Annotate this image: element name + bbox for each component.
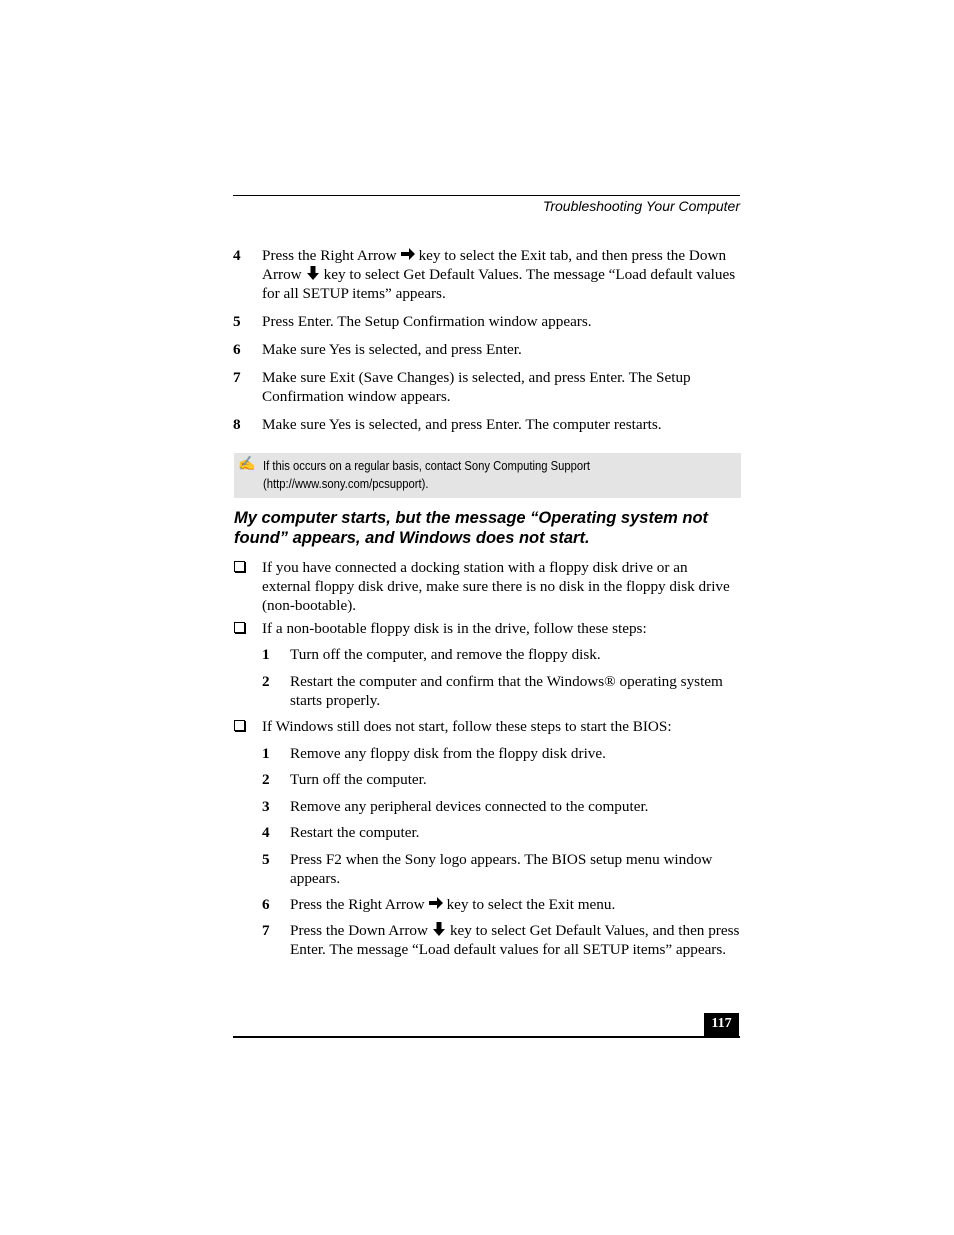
pencil-note-icon: ✍ <box>238 457 256 472</box>
note-text: If this occurs on a regular basis, contact Sony Computing Support (http://www.sony.com/pcsupport). <box>263 459 591 491</box>
checkbox-bullet-icon <box>234 622 245 633</box>
bullet-text: If you have connected a docking station with a floppy disk drive or an external floppy disk drive, make sure there is no disk in the floppy disk drive (non-bootable). <box>262 559 730 614</box>
sub-step <box>262 770 742 789</box>
step-number: 6 <box>233 341 241 358</box>
checkbox-bullet-icon <box>234 720 245 731</box>
header-rule <box>233 195 740 196</box>
step-text: Restart the computer and confirm that the Windows® operating system starts properly. <box>290 673 723 709</box>
sub-step <box>262 850 742 888</box>
step-number: 1 <box>262 646 270 663</box>
step-text: Turn off the computer, and remove the floppy disk. <box>290 646 601 663</box>
sub-step <box>262 921 742 959</box>
sub-step <box>262 895 742 914</box>
step-text: Press F2 when the Sony logo appears. The BIOS setup menu window appears. <box>290 851 713 887</box>
down-arrow-icon <box>431 922 447 936</box>
step-text: Remove any floppy disk from the floppy disk drive. <box>290 745 606 762</box>
step-text: Make sure Yes is selected, and press Enter. The computer restarts. <box>262 416 662 433</box>
section-heading: My computer starts, but the message “Operating system not found” appears, and Windows does not start. <box>234 509 709 547</box>
step-number: 7 <box>262 922 270 939</box>
step-number: 2 <box>262 673 270 690</box>
page-number: 117 <box>704 1013 739 1037</box>
bullet-text: If a non-bootable floppy disk is in the drive, follow these steps: <box>262 620 647 637</box>
right-arrow-icon <box>400 247 416 261</box>
step-8 <box>233 415 740 434</box>
step-text: Make sure Exit (Save Changes) is selected, and press Enter. The Setup Confirmation window appears. <box>262 369 691 405</box>
step-text: Press the Down Arrow key to select Get Default Values, and then press Enter. The message “Load default values for all SETUP items” appears. <box>290 922 740 958</box>
running-header: Troubleshooting Your Computer <box>542 198 740 214</box>
sub-step <box>262 672 742 710</box>
step-text: Make sure Yes is selected, and press Enter. <box>262 341 522 358</box>
bullet-text: If Windows still does not start, follow these steps to start the BIOS: <box>262 718 672 735</box>
step-number: 5 <box>233 313 241 330</box>
checkbox-bullet-icon <box>234 561 245 572</box>
footer-rule <box>233 1036 740 1038</box>
sub-step <box>262 797 742 816</box>
bullet-item <box>233 558 740 615</box>
step-text: Press the Right Arrow key to select the Exit tab, and then press the Down Arrow key to select Get Default Values. The message “Load default values for all SETUP items” appears. <box>262 247 736 302</box>
sub-step <box>262 823 742 842</box>
step-number: 2 <box>262 771 270 788</box>
step-text: Restart the computer. <box>290 824 420 841</box>
step-7 <box>233 368 740 406</box>
step-number: 5 <box>262 851 270 868</box>
step-number: 4 <box>233 247 241 264</box>
step-number: 3 <box>262 798 270 815</box>
step-number: 8 <box>233 416 241 433</box>
step-6 <box>233 340 740 359</box>
step-text: Press the Right Arrow key to select the Exit menu. <box>290 896 616 913</box>
note-box <box>234 453 741 498</box>
step-number: 7 <box>233 369 241 386</box>
right-arrow-icon <box>428 896 444 910</box>
step-5 <box>233 312 740 331</box>
step-number: 6 <box>262 896 270 913</box>
step-number: 4 <box>262 824 270 841</box>
step-text: Press Enter. The Setup Confirmation window appears. <box>262 313 592 330</box>
sub-step <box>262 744 742 763</box>
sub-step <box>262 645 742 664</box>
step-text: Remove any peripheral devices connected to the computer. <box>290 798 649 815</box>
down-arrow-icon <box>305 266 321 280</box>
step-text: Turn off the computer. <box>290 771 427 788</box>
step-4 <box>233 246 740 303</box>
bullet-item <box>233 619 740 638</box>
step-number: 1 <box>262 745 270 762</box>
bullet-item <box>233 717 740 736</box>
